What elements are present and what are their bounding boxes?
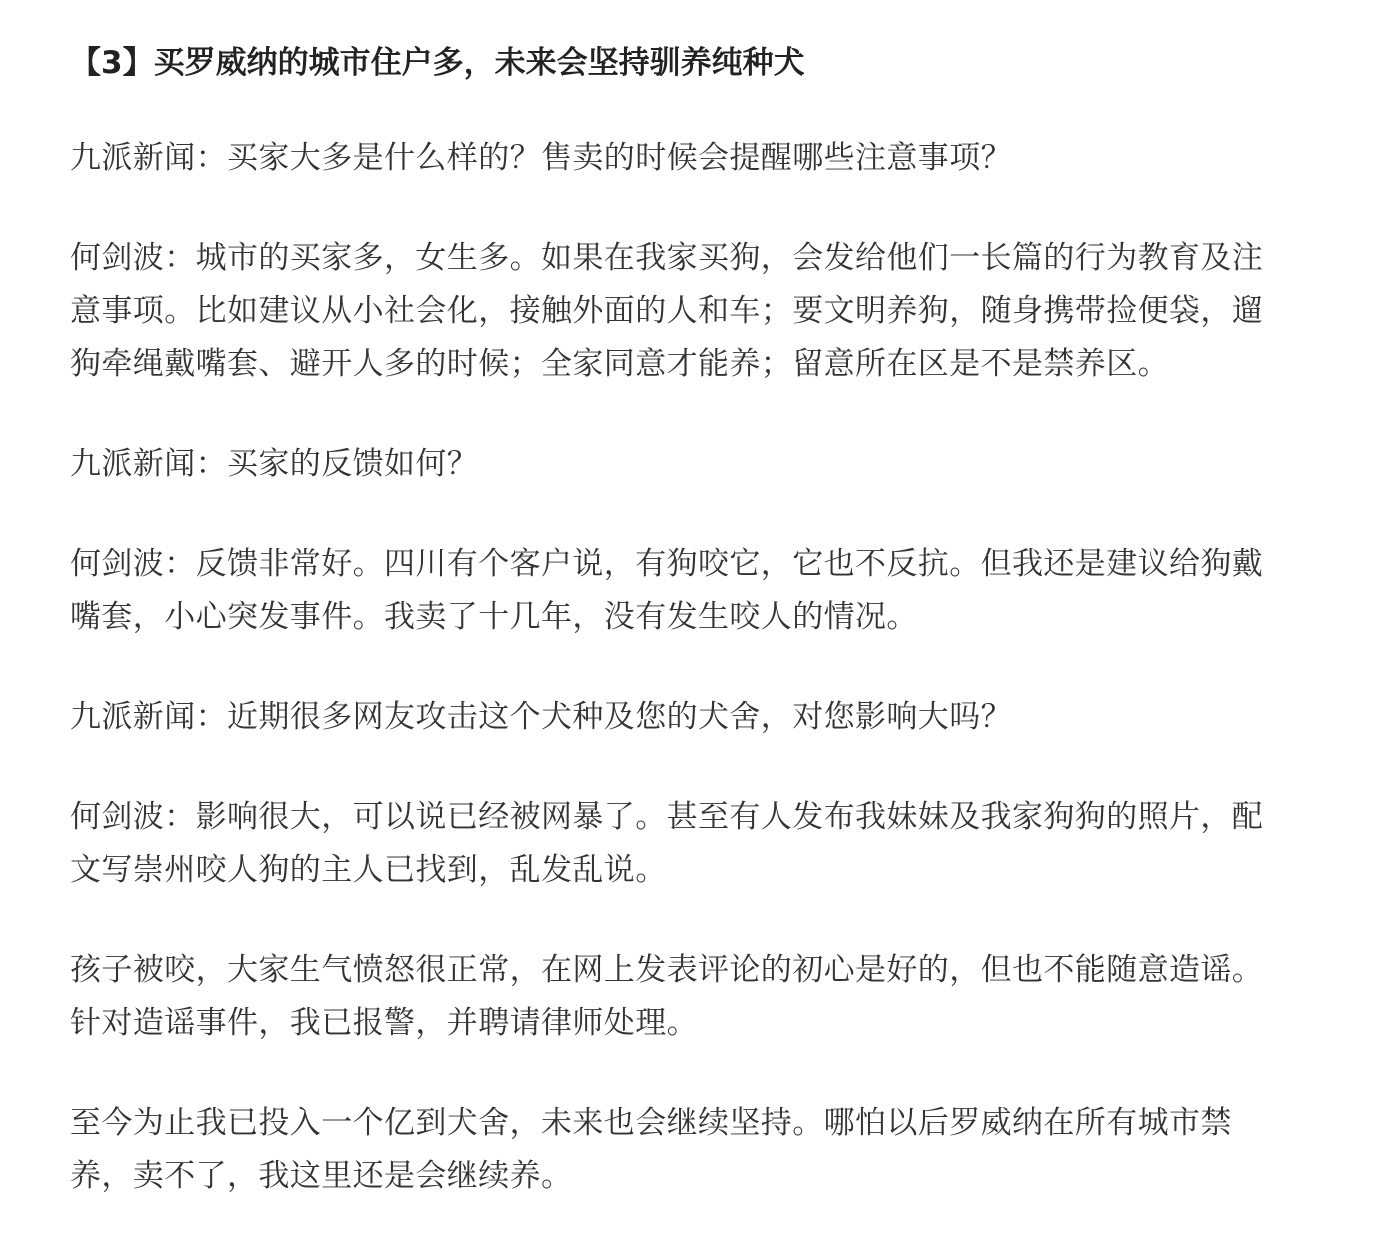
article-body: [70, 36, 1330, 1250]
section-heading: 【3】买罗威纳的城市住户多，未来会坚持驯养纯种犬: [70, 45, 805, 81]
paragraph-line: 何剑波：影响很大，可以说已经被网暴了。甚至有人发布我妹妹及我家狗狗的照片，配: [70, 799, 1264, 835]
paragraph: [70, 1097, 1330, 1203]
paragraph-line: 养，卖不了，我这里还是会继续养。: [70, 1158, 573, 1194]
paragraph-line: 何剑波：反馈非常好。四川有个客户说，有狗咬它，它也不反抗。但我还是建议给狗戴: [70, 546, 1264, 582]
paragraph-line: 九派新闻：近期很多网友攻击这个犬种及您的犬舍，对您影响大吗？: [70, 699, 1012, 735]
paragraph-line: 至今为止我已投入一个亿到犬舍，未来也会继续坚持。哪怕以后罗威纳在所有城市禁: [70, 1105, 1232, 1141]
paragraph-line: 何剑波：城市的买家多，女生多。如果在我家买狗，会发给他们一长篇的行为教育及注: [70, 240, 1264, 276]
paragraph: [70, 791, 1330, 897]
paragraph-line: 孩子被咬，大家生气愤怒很正常，在网上发表评论的初心是好的，但也不能随意造谣。: [70, 952, 1264, 988]
paragraph-line: 意事项。比如建议从小社会化，接触外面的人和车；要文明养狗，随身携带捡便袋，遛: [70, 293, 1264, 329]
paragraph-list: [70, 132, 1330, 1203]
paragraph-line: 九派新闻：买家的反馈如何？: [70, 446, 479, 482]
paragraph: [70, 132, 1330, 185]
paragraph: [70, 538, 1330, 644]
paragraph-line: 九派新闻：买家大多是什么样的？售卖的时候会提醒哪些注意事项？: [70, 140, 1012, 176]
paragraph-line: 针对造谣事件，我已报警，并聘请律师处理。: [70, 1005, 698, 1041]
paragraph: [70, 438, 1330, 491]
paragraph: [70, 691, 1330, 744]
paragraph: [70, 944, 1330, 1050]
paragraph: [70, 232, 1330, 391]
paragraph-line: 嘴套，小心突发事件。我卖了十几年，没有发生咬人的情况。: [70, 599, 918, 635]
paragraph-line: 狗牵绳戴嘴套、避开人多的时候；全家同意才能养；留意所在区是不是禁养区。: [70, 346, 1169, 382]
paragraph-line: 文写崇州咬人狗的主人已找到，乱发乱说。: [70, 852, 667, 888]
